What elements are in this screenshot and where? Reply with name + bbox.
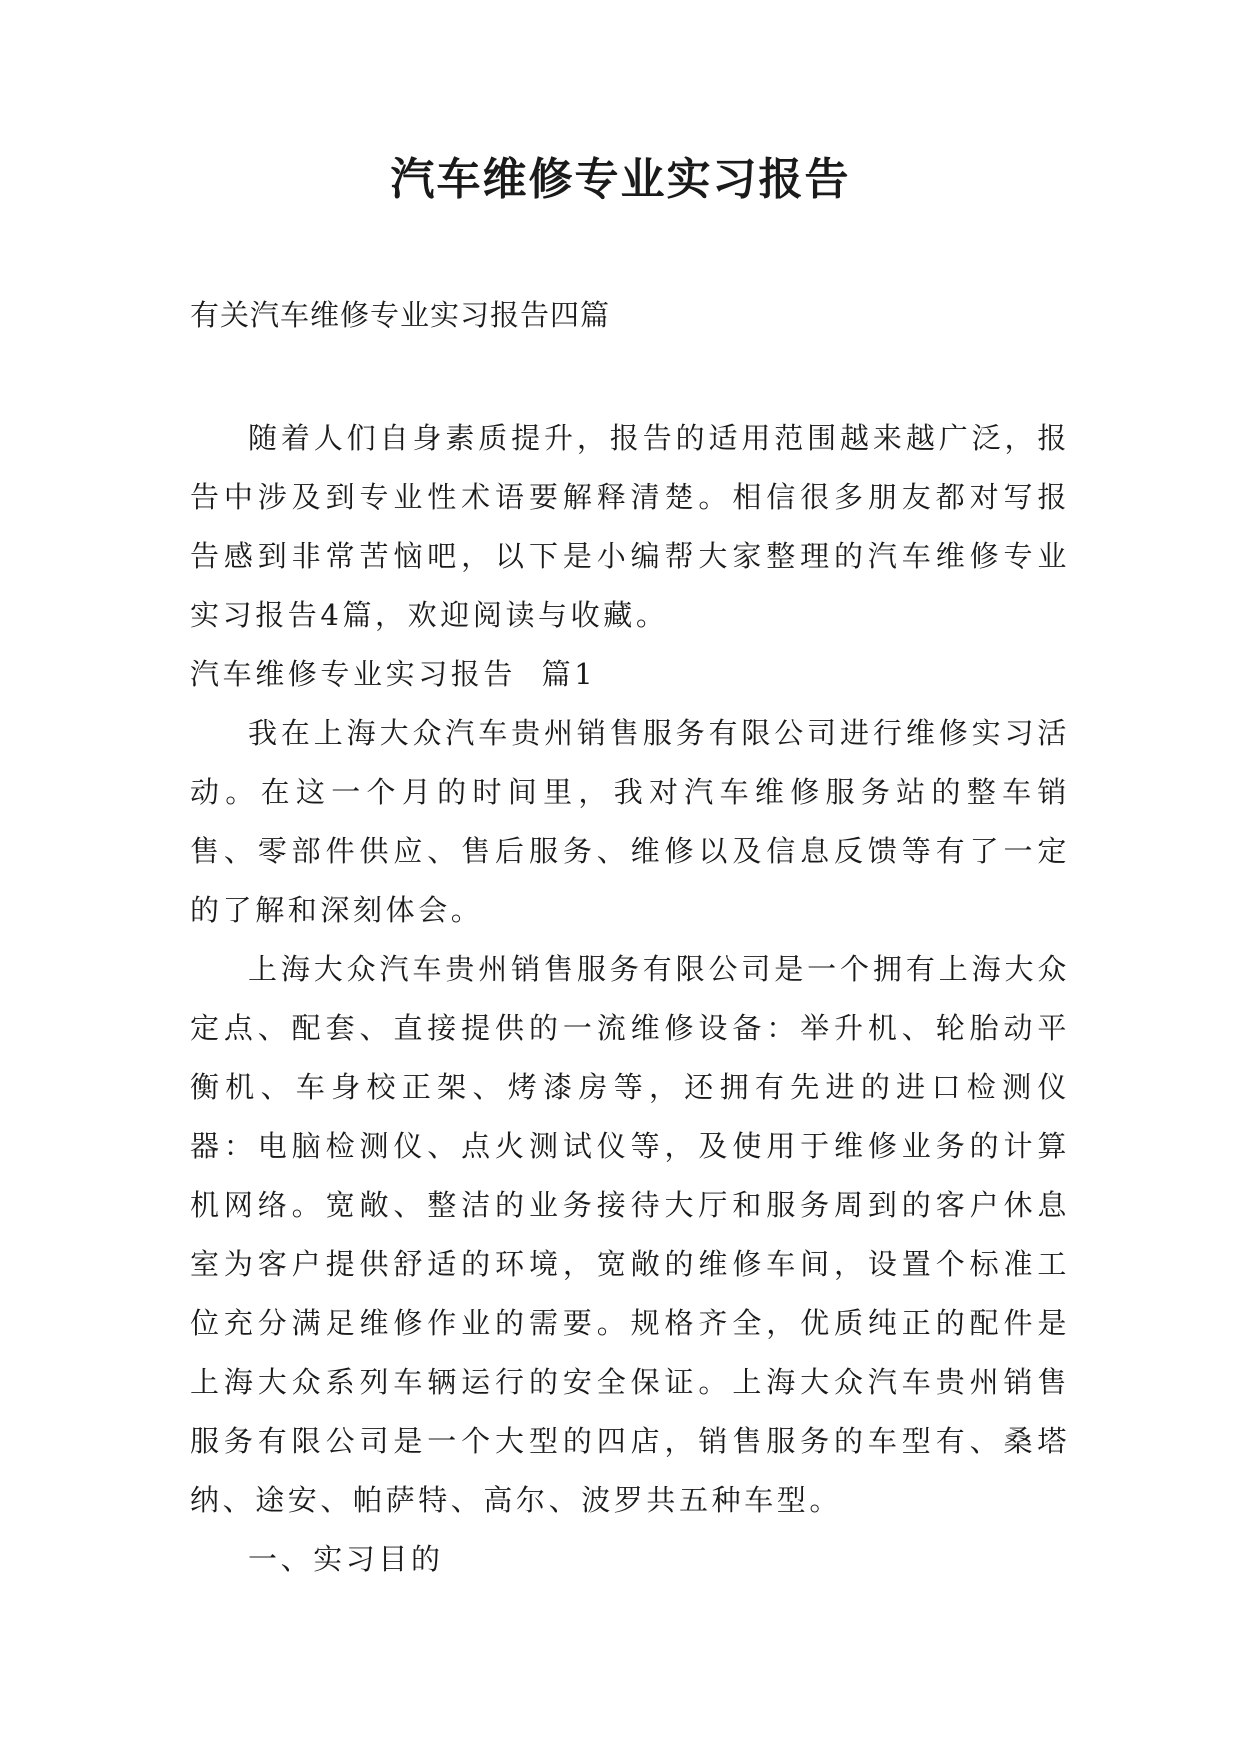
document-title: 汽车维修专业实习报告 <box>390 154 851 205</box>
intro-paragraph: 随着人们自身素质提升，报告的适用范围越来越广泛，报告中涉及到专业性术语要解释清楚。相信很多朋友都对写报告感到非常苦恼吧，以下是小编帮大家整理的汽车维修专业实习报告4篇，欢迎阅读与收藏。 <box>190 421 1070 632</box>
section-heading: 一、实习目的 <box>248 1542 444 1576</box>
document-body <box>190 409 1070 1589</box>
document-subtitle: 有关汽车维修专业实习报告四篇 <box>190 298 611 332</box>
body-paragraph-1: 我在上海大众汽车贵州销售服务有限公司进行维修实习活动。在这一个月的时间里，我对汽车维修服务站的整车销售、零部件供应、售后服务、维修以及信息反馈等有了一定的了解和深刻体会。 <box>190 716 1070 927</box>
chapter-heading: 汽车维修专业实习报告 篇1 <box>190 657 597 691</box>
body-paragraph-2: 上海大众汽车贵州销售服务有限公司是一个拥有上海大众定点、配套、直接提供的一流维修设备：举升机、轮胎动平衡机、车身校正架、烤漆房等，还拥有先进的进口检测仪器：电脑检测仪、点火测试仪等，及使用于维修业务的计算机网络。宽敞、整洁的业务接待大厅和服务周到的客户休息室为客户提供舒适的环境，宽敞的维修车间，设置个标准工位充分满足维修作业的需要。规格齐全，优质纯正的配件是上海大众系列车辆运行的安全保证。上海大众汽车贵州销售服务有限公司是一个大型的四店，销售服务的车型有、桑塔纳、途安、帕萨特、高尔、波罗共五种车型。 <box>190 952 1070 1517</box>
